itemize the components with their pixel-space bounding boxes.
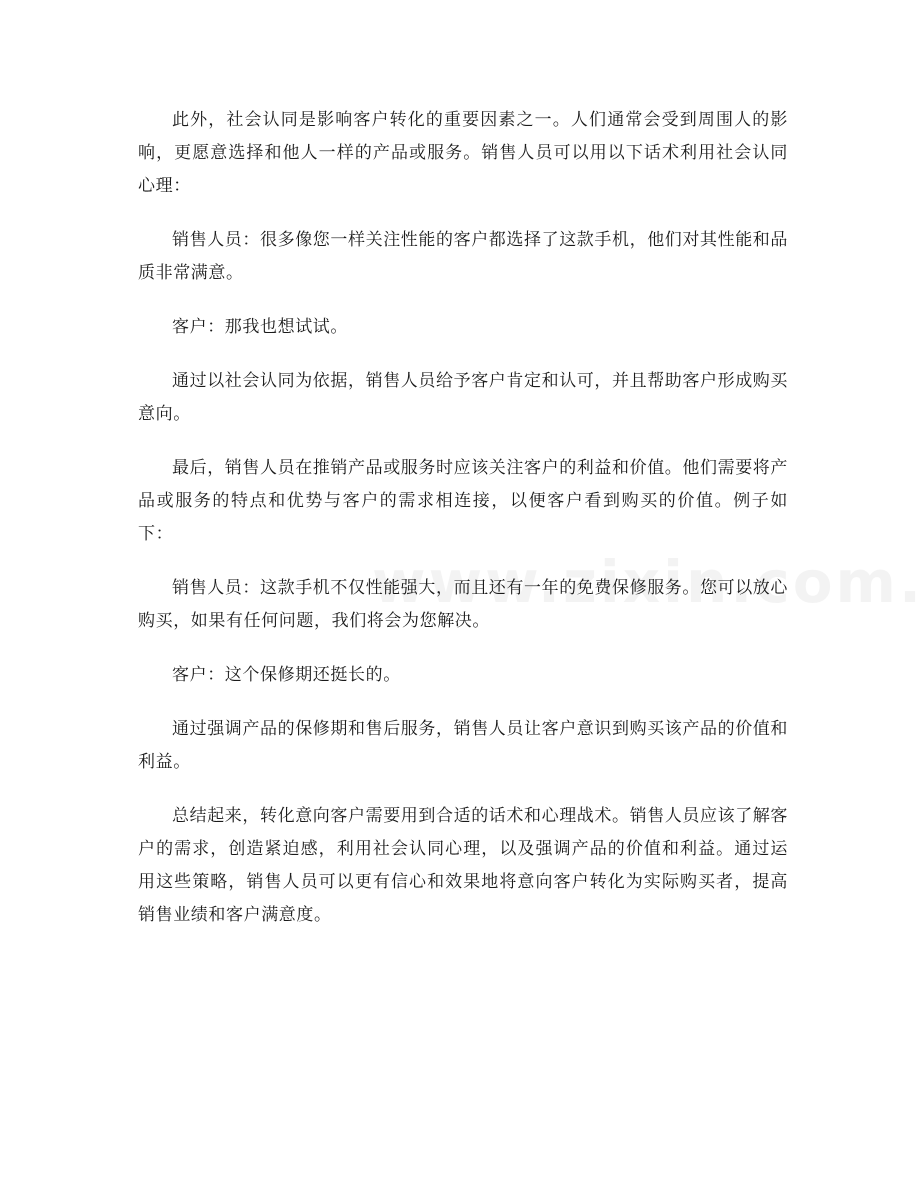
paragraph-social-proof-intro: 此外，社会认同是影响客户转化的重要因素之一。人们通常会受到周围人的影响，更愿意选择和他人一样的产品或服务。销售人员可以用以下话术利用社会认同心理： bbox=[138, 110, 788, 196]
paragraph-value-intro: 最后，销售人员在推销产品或服务时应该关注客户的利益和价值。他们需要将产品或服务的特点和优势与客户的需求相连接，以便客户看到购买的价值。例子如下： bbox=[138, 458, 788, 544]
paragraph-sales-dialogue-1: 销售人员：很多像您一样关注性能的客户都选择了这款手机，他们对其性能和品质非常满意。 bbox=[138, 230, 788, 283]
paragraph-sales-dialogue-2: 销售人员：这款手机不仅性能强大，而且还有一年的免费保修服务。您可以放心购买，如果有任何问题，我们将会为您解决。 bbox=[138, 578, 788, 631]
paragraph-customer-reply-2: 客户：这个保修期还挺长的。 bbox=[172, 665, 401, 685]
document-body bbox=[138, 104, 788, 953]
paragraph-social-proof-summary: 通过以社会认同为依据，销售人员给予客户肯定和认可，并且帮助客户形成购买意向。 bbox=[138, 371, 788, 424]
paragraph-customer-reply-1: 客户：那我也想试试。 bbox=[172, 317, 348, 337]
paragraph-value-summary: 通过强调产品的保修期和售后服务，销售人员让客户意识到购买该产品的价值和利益。 bbox=[138, 719, 788, 772]
paragraph-conclusion: 总结起来，转化意向客户需要用到合适的话术和心理战术。销售人员应该了解客户的需求，创造紧迫感，利用社会认同心理，以及强调产品的价值和利益。通过运用这些策略，销售人员可以更有信心和效果地将意向客户转化为实际购买者，提高销售业绩和客户满意度。 bbox=[138, 806, 788, 925]
